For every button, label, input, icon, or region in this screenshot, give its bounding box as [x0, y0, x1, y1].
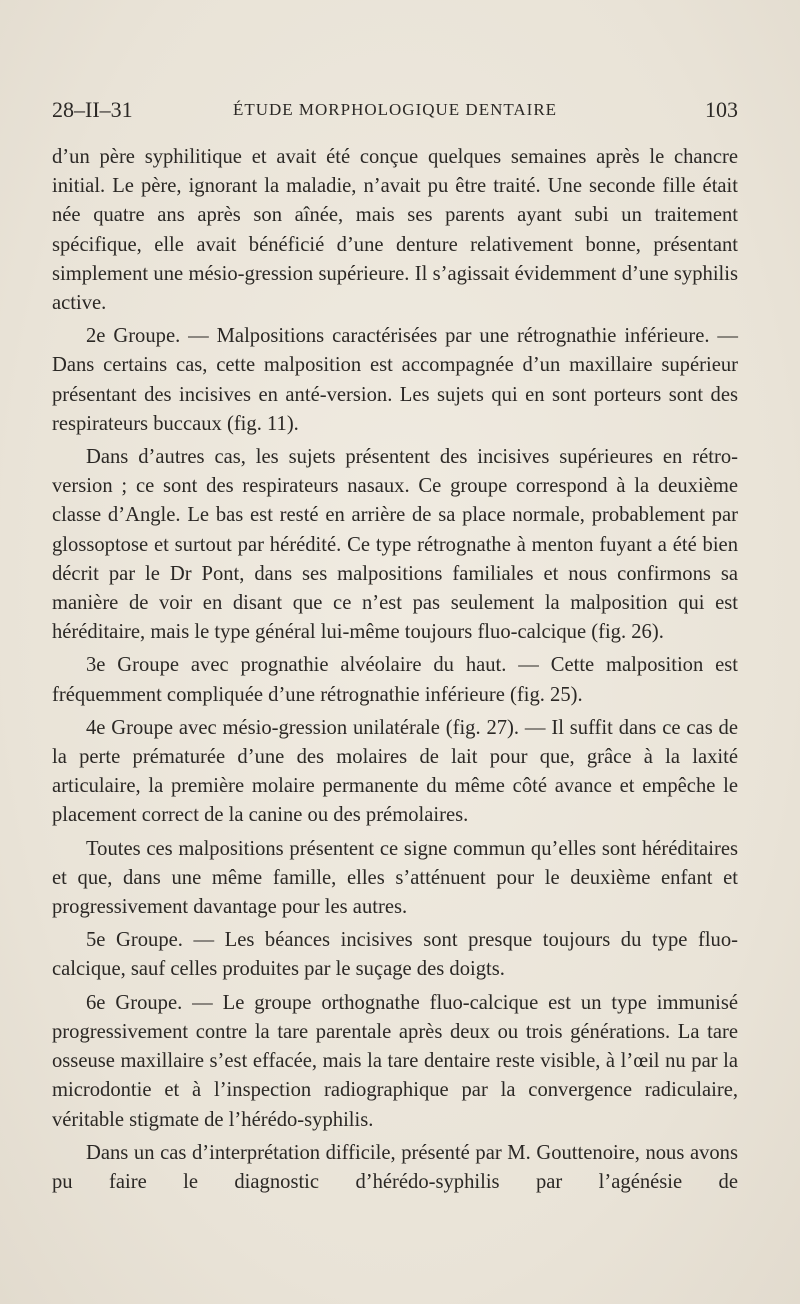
paragraph: Toutes ces malpositions présentent ce signe commun qu’elles sont héréditaires et que, dans une même famille, elles s’atténuent pour le deuxième enfant et progressivement davantage pour les autres.: [52, 837, 738, 919]
header-title: ÉTUDE MORPHOLOGIQUE DENTAIRE: [232, 100, 558, 119]
paragraph: 3e Groupe avec prognathie alvéolaire du haut. — Cette malposition est fréquemment compliquée d’une rétrognathie inférieure (fig. 25).: [52, 654, 738, 706]
paragraph: 4e Groupe avec mésio-gression unilatérale (fig. 27). — Il suffit dans ce cas de la perte prématurée d’une des molaires de lait pour que, grâce à la laxité articulaire, la première molaire permanente du même côté avance et empêche le placement correct de la canine ou des prémolaires.: [52, 716, 738, 827]
page-number: 103: [705, 97, 738, 122]
paragraph: 5e Groupe. — Les béances incisives sont presque toujours du type fluo-calcique, sauf celles produites par le suçage des doigts.: [52, 929, 738, 981]
header-date: 28–II–31: [52, 97, 133, 122]
running-header: [52, 97, 738, 127]
body-text: [52, 143, 738, 1201]
paragraph: Dans d’autres cas, les sujets présentent des incisives supérieures en rétro-version ; ce sont des respirateurs nasaux. Ce groupe correspond à la deuxième classe d’Angle. Le bas est resté en arrière de sa place normale, probablement par glossoptose et surtout par hérédité. Ce type rétrognathe à menton fuyant a été bien décrit par le Dr Pont, dans ses malpositions familiales et nous confirmons sa manière de voir en disant que ce n’est pas seulement la malposition qui est héréditaire, mais le type général lui-même toujours fluo-calcique (fig. 26).: [52, 446, 738, 644]
paragraph: 6e Groupe. — Le groupe orthognathe fluo-calcique est un type immunisé progressivement contre la tare parentale après deux ou trois générations. La tare osseuse maxillaire s’est effacée, mais la tare dentaire reste visible, à l’œil nu par la microdontie et à l’inspection radiographique par la convergence radiculaire, véritable stigmate de l’hérédo-syphilis.: [52, 991, 738, 1131]
paragraph: 2e Groupe. — Malpositions caractérisées par une rétrognathie inférieure. — Dans certains cas, cette malposition est accompagnée d’un maxillaire supérieur présentant des incisives en anté-version. Les sujets qui en sont porteurs sont des respirateurs buccaux (fig. 11).: [52, 325, 738, 435]
paragraph: Dans un cas d’interprétation difficile, présenté par M. Gouttenoire, nous avons pu faire le diagnostic d’hérédo-syphilis par l’agénésie de: [52, 1141, 738, 1193]
paragraph: d’un père syphilitique et avait été conçue quelques semaines après le chancre initial. Le père, ignorant la maladie, n’avait pu être traité. Une seconde fille était née quatre ans après son aînée, mais ses parents ayant subi un traitement spécifique, elle avait bénéficié d’une denture relativement bonne, présentant simplement une mésio-gression supérieure. Il s’agissait évidemment d’une syphilis active.: [52, 146, 738, 315]
